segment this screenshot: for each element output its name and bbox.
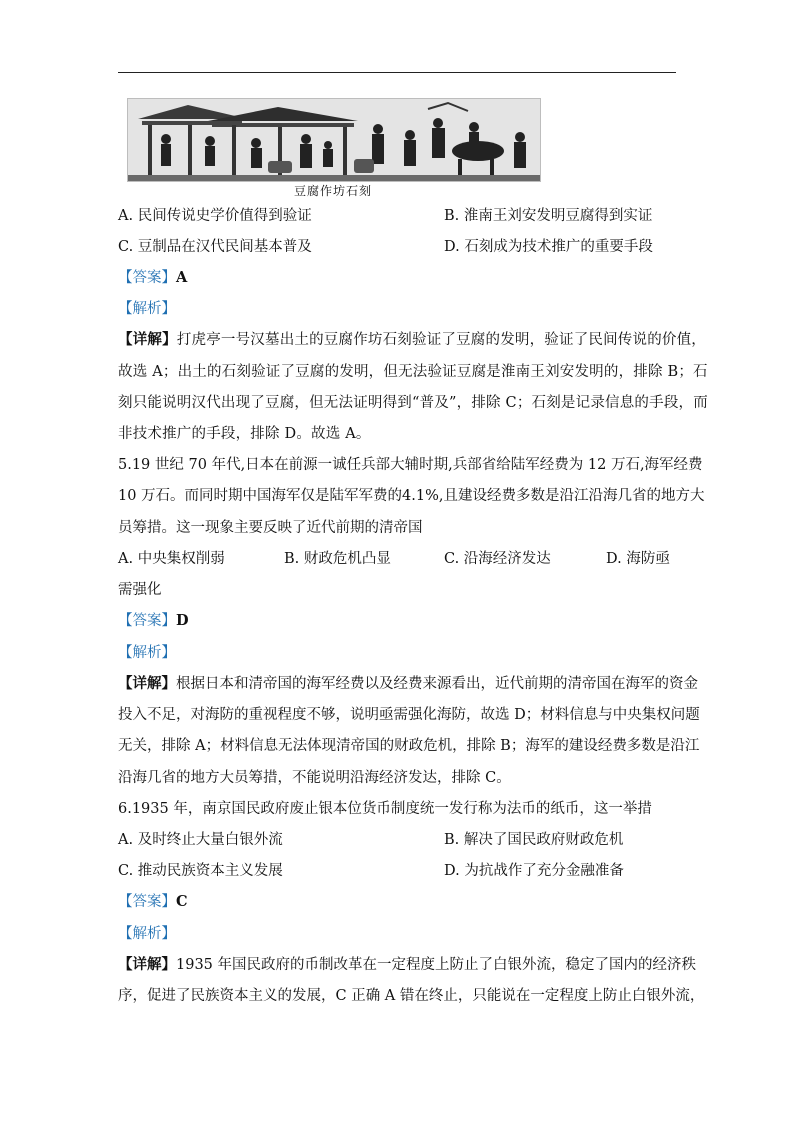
q5-detail-line-2: 投入不足，对海防的重视程度不够，说明亟需强化海防，故选 D；材料信息与中央集权问题 [118, 707, 700, 723]
q4-option-d: D. 石刻成为技术推广的重要手段 [444, 239, 653, 255]
q6-detail-line-2: 序，促进了民族资本主义的发展，C 正确 A 错在终止，只能说在一定程度上防止白银外流， [118, 988, 705, 1004]
q4-detail-line-3: 刻只能说明汉代出现了豆腐，但无法证明得到“普及”，排除 C；石刻是记录信息的手段，而 [118, 395, 708, 411]
q4-option-a: A. 民间传说史学价值得到验证 [118, 208, 312, 224]
q6-answer-line [118, 892, 188, 912]
analysis-tag: 【解析】 [118, 301, 176, 317]
q4-detail-line-2: 故选 A；出土的石刻验证了豆腐的发明，但无法验证豆腐是淮南王刘安发明的，排除 B；石 [118, 364, 708, 380]
tofu-workshop-stone-carving-image [127, 98, 541, 182]
figure-caption: 豆腐作坊石刻 [293, 184, 372, 198]
q6-option-b: B. 解决了国民政府财政危机 [444, 832, 624, 848]
q5-option-c: C. 沿海经济发达 [444, 551, 551, 567]
q5-answer-line [118, 611, 189, 631]
q4-detail-line-4: 非技术推广的手段，排除 D。故选 A。 [118, 426, 371, 442]
q5-detail-line-3: 无关，排除 A；材料信息无法体现清帝国的财政危机，排除 B；海军的建设经费多数是沿江 [118, 738, 700, 754]
q5-analysis-tag [118, 643, 176, 663]
q5-option-d-wrap: 需强化 [118, 582, 162, 598]
q5-detail-line-1: 【详解】根据日本和清帝国的海军经费以及经费来源看出，近代前期的清帝国在海军的资金 [118, 675, 698, 692]
q6-detail-line-1: 【详解】1935 年国民政府的币制改革在一定程度上防止了白银外流，稳定了国内的经济秩 [118, 956, 697, 973]
q5-stem-line-1: 5.19 世纪 70 年代,日本在前源一诚任兵部大辅时期,兵部省给陆军经费为 12 万石,海军经费 [118, 457, 703, 473]
q5-detail-line-4: 沿海几省的地方大员筹措，不能说明沿海经济发达，排除 C。 [118, 770, 511, 786]
q5-option-d: D. 海防亟 [606, 551, 670, 567]
q4-detail-line-1: 【详解】打虎亭一号汉墓出土的豆腐作坊石刻验证了豆腐的发明，验证了民间传说的价值， [118, 331, 707, 348]
detail-tag: 【详解】 [118, 675, 176, 692]
analysis-tag: 【解析】 [118, 645, 176, 661]
q5-stem-line-2: 10 万石。而同时期中国海军仅是陆军军费的4.1%,且建设经费多数是沿江沿海几省的地方大 [118, 488, 705, 504]
answer-tag: 【答案】 [118, 894, 176, 910]
answer-tag: 【答案】 [118, 613, 176, 629]
q6-analysis-tag [118, 924, 176, 944]
answer-tag: 【答案】 [118, 270, 176, 286]
q6-option-a: A. 及时终止大量白银外流 [118, 832, 283, 848]
q5-option-a: A. 中央集权削弱 [118, 551, 225, 567]
q4-option-b: B. 淮南王刘安发明豆腐得到实证 [444, 208, 653, 224]
q6-answer: C [176, 893, 188, 910]
detail-tag: 【详解】 [118, 956, 176, 973]
q6-stem: 6.1935 年，南京国民政府废止银本位货币制度统一发行称为法币的纸币，这一举措 [118, 801, 652, 817]
q5-answer: D [176, 612, 189, 629]
q5-option-b: B. 财政危机凸显 [284, 551, 391, 567]
detail-tag: 【详解】 [118, 331, 177, 348]
header-rule [118, 72, 676, 73]
q6-option-c: C. 推动民族资本主义发展 [118, 863, 283, 879]
q4-answer: A [176, 269, 188, 286]
q5-stem-line-3: 员筹措。这一现象主要反映了近代前期的清帝国 [118, 520, 423, 536]
q6-option-d: D. 为抗战作了充分金融准备 [444, 863, 624, 879]
q4-option-c: C. 豆制品在汉代民间基本普及 [118, 239, 312, 255]
q4-answer-line [118, 268, 187, 288]
q4-analysis-tag [118, 299, 176, 319]
analysis-tag: 【解析】 [118, 926, 176, 942]
